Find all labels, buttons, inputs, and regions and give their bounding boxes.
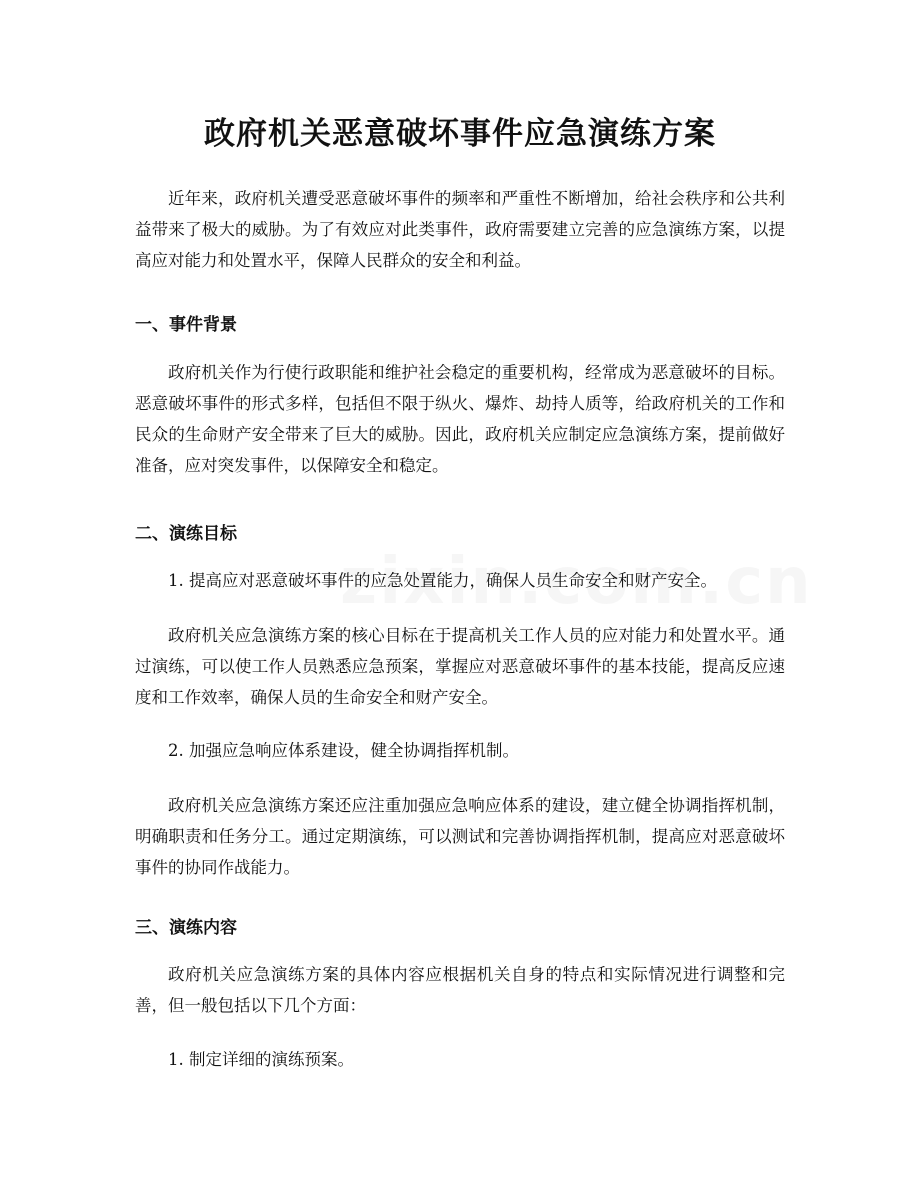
goal-item-2: 2. 加强应急响应体系建设，健全协调指挥机制。 <box>168 741 519 760</box>
goal-2-paragraph: 政府机关应急演练方案还应注重加强应急响应体系的建设，建立健全协调指挥机制，明确职责和任务分工。通过定期演练，可以测试和完善协调指挥机制，提高应对恶意破坏事件的协同作战能力。 <box>135 796 785 877</box>
goal-1-paragraph: 政府机关应急演练方案的核心目标在于提高机关工作人员的应对能力和处置水平。通过演练，可以使工作人员熟悉应急预案，掌握应对恶意破坏事件的基本技能，提高反应速度和工作效率，确保人员的生命安全和财产安全。 <box>135 626 785 707</box>
document-title: 政府机关恶意破坏事件应急演练方案 <box>204 116 716 152</box>
content-paragraph: 政府机关应急演练方案的具体内容应根据机关自身的特点和实际情况进行调整和完善，但一般包括以下几个方面： <box>135 965 785 1015</box>
section-heading-content: 三、演练内容 <box>135 918 237 938</box>
content-item-1: 1. 制定详细的演练预案。 <box>168 1050 354 1069</box>
background-paragraph: 政府机关作为行使行政职能和维护社会稳定的重要机构，经常成为恶意破坏的目标。恶意破坏事件的形式多样，包括但不限于纵火、爆炸、劫持人质等，给政府机关的工作和民众的生命财产安全带来了巨大的威胁。因此，政府机关应制定应急演练方案，提前做好准备，应对突发事件，以保障安全和稳定。 <box>135 363 785 475</box>
section-heading-goals: 二、演练目标 <box>135 524 237 544</box>
goal-item-1: 1. 提高应对恶意破坏事件的应急处置能力，确保人员生命安全和财产安全。 <box>168 571 717 590</box>
intro-paragraph: 近年来，政府机关遭受恶意破坏事件的频率和严重性不断增加，给社会秩序和公共利益带来了极大的威胁。为了有效应对此类事件，政府需要建立完善的应急演练方案，以提高应对能力和处置水平，保障人民群众的安全和利益。 <box>135 189 785 270</box>
section-heading-background: 一、事件背景 <box>135 315 237 335</box>
